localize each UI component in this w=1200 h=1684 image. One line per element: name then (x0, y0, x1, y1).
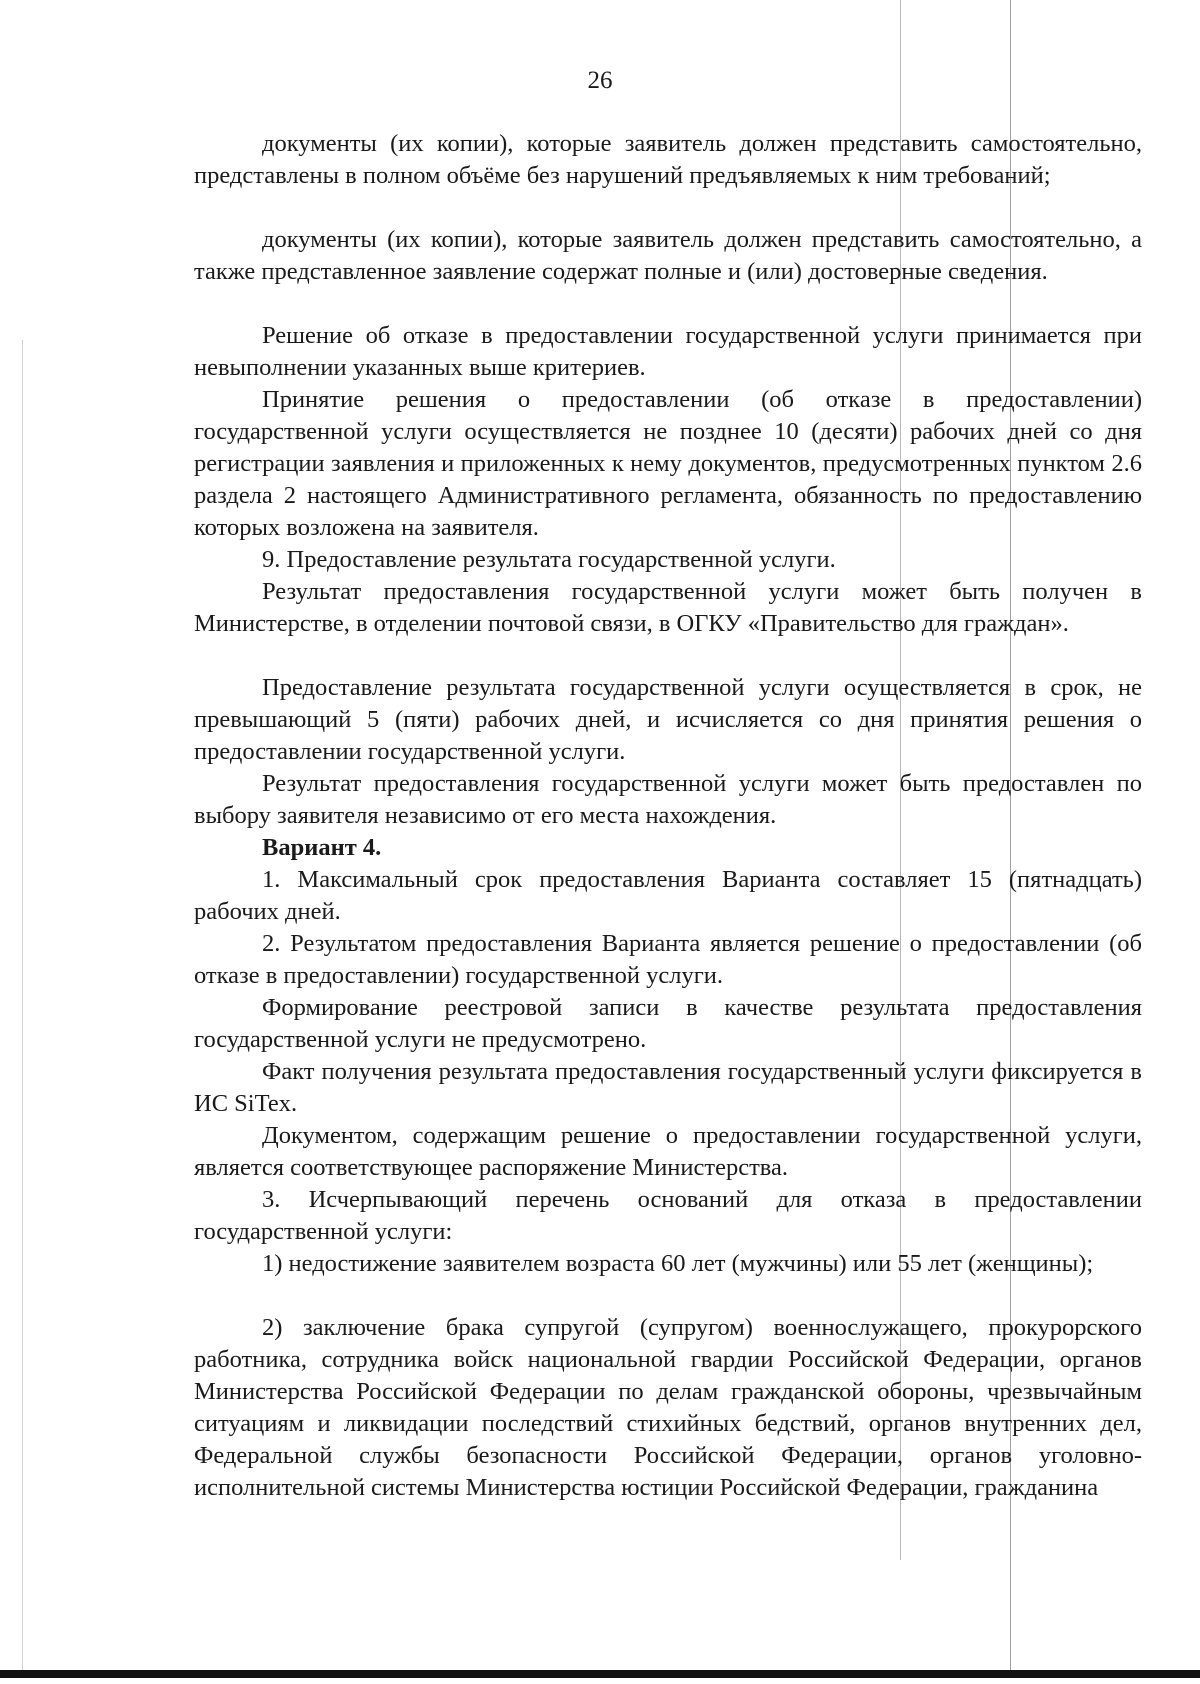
list-item: 1) недостижение заявителем возраста 60 лет (мужчины) или 55 лет (женщины); (262, 1250, 1094, 1277)
paragraph: Решение об отказе в предоставлении государственной услуги принимается при невыполнении указанных выше критериев. (194, 322, 1142, 381)
paragraph: Документом, содержащим решение о предоставлении государственной услуги, является соответствующее распоряжение Министерства. (194, 1122, 1142, 1181)
paragraph: Результат предоставления государственной услуги может быть предоставлен по выбору заявителя независимо от его места нахождения. (194, 770, 1142, 829)
paragraph: Принятие решения о предоставлении (об отказе в предоставлении) государственной услуги осуществляется не позднее 10 (десяти) рабочих дней со дня регистрации заявления и приложенных к нему документов, предусмотренных пунктом 2.6 раздела 2 настоящего Административного регламента, обязанность по предоставлению которых возложена на заявителя. (194, 386, 1142, 541)
paragraph: 1. Максимальный срок предоставления Варианта составляет 15 (пятнадцать) рабочих дней. (194, 866, 1142, 925)
paragraph: 3. Исчерпывающий перечень оснований для отказа в предоставлении государственной услуги: (194, 1186, 1142, 1245)
paragraph: Результат предоставления государственной услуги может быть получен в Министерстве, в отделении почтовой связи, в ОГКУ «Правительство для граждан». (194, 578, 1142, 637)
list-item: 2) заключение брака супругой (супругом) военнослужащего, прокурорского работника, сотрудника войск национальной гвардии Российской Федерации, органов Министерства Российской Федерации по делам гражданской обороны, чрезвычайным ситуациям и ликвидации последствий стихийных бедствий, органов внутренних дел, Федеральной службы безопасности Российской Федерации, органов уголовно-исполнительной системы Министерства юстиции Российской Федерации, гражданина (194, 1314, 1142, 1501)
scan-bottom-edge (0, 1670, 1200, 1678)
paragraph: документы (их копии), которые заявитель должен представить самостоятельно, представлены в полном объёме без нарушений предъявляемых к ним требований; (194, 130, 1142, 189)
section-heading: Вариант 4. (262, 834, 382, 861)
paragraph: Факт получения результата предоставления государственный услуги фиксируется в ИС SiTex. (194, 1058, 1142, 1117)
paragraph: Предоставление результата государственной услуги осуществляется в срок, не превышающий 5 (пяти) рабочих дней, и исчисляется со дня принятия решения о предоставлении государственной услуги. (194, 674, 1142, 765)
paragraph: Формирование реестровой записи в качестве результата предоставления государственной услуги не предусмотрено. (194, 994, 1142, 1053)
page-number: 26 (587, 67, 613, 94)
paragraph: 2. Результатом предоставления Варианта является решение о предоставлении (об отказе в предоставлении) государственной услуги. (194, 930, 1142, 989)
scan-artifact-line (22, 340, 23, 1670)
paragraph: документы (их копии), которые заявитель должен представить самостоятельно, а также представленное заявление содержат полные и (или) достоверные сведения. (194, 226, 1142, 285)
paragraph: 9. Предоставление результата государственной услуги. (262, 546, 836, 573)
